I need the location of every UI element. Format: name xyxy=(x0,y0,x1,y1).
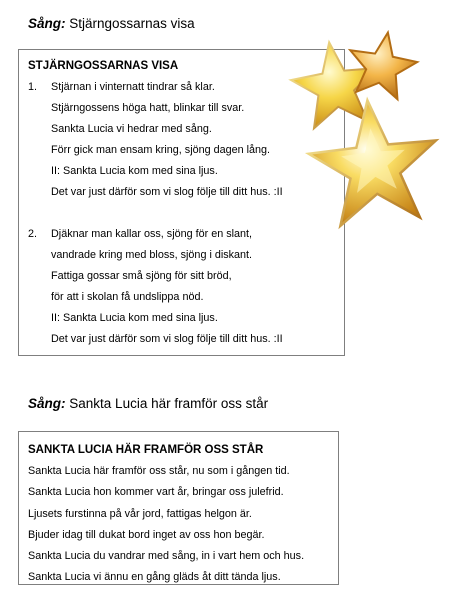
lyric-line: Stjärnan i vinternatt tindrar så klar. xyxy=(51,81,215,93)
song-heading-title: Sankta Lucia här framför oss står xyxy=(69,396,269,411)
lyric-line: Sankta Lucia vi hedrar med sång. xyxy=(51,123,212,135)
lyric-line: Fattiga gossar små sjöng för sitt bröd, xyxy=(51,270,232,282)
verse-number: 1. xyxy=(28,81,38,93)
lyric-line: Stjärngossens höga hatt, blinkar till svar. xyxy=(51,102,245,114)
lyric-line: Ljusets furstinna på vår jord, fattigas helgon är. xyxy=(28,508,252,520)
song-heading xyxy=(28,396,268,411)
lyric-line: Sankta Lucia vi ännu en gång gläds åt ditt tända ljus. xyxy=(28,571,281,583)
lyric-line: Sankta Lucia hon kommer vart år, bringar oss julefrid. xyxy=(28,486,284,498)
verse-number: 2. xyxy=(28,228,38,240)
lyric-line: Sankta Lucia här framför oss står, nu som i gången tid. xyxy=(28,465,290,477)
gold-stars-icon xyxy=(286,28,450,246)
lyric-line: vandrade kring med bloss, sjöng i diskant. xyxy=(51,249,253,261)
lyric-line: II: Sankta Lucia kom med sina ljus. xyxy=(51,312,218,324)
lyric-line: Det var just därför som vi slog följe till ditt hus. :II xyxy=(51,186,283,198)
lyric-line: Förr gick man ensam kring, sjöng dagen lång. xyxy=(51,144,271,156)
lyric-line: Sankta Lucia du vandrar med sång, in i vart hem och hus. xyxy=(28,550,305,562)
song-heading xyxy=(28,16,195,31)
lyric-line: II: Sankta Lucia kom med sina ljus. xyxy=(51,165,218,177)
lyrics-title: SANKTA LUCIA HÄR FRAMFÖR OSS STÅR xyxy=(28,444,264,456)
song-heading-title: Stjärngossarnas visa xyxy=(69,16,195,31)
lyric-line: Bjuder idag till dukat bord inget av oss hon begär. xyxy=(28,529,265,541)
lyric-line: Det var just därför som vi slog följe till ditt hus. :II xyxy=(51,333,283,345)
lyrics-title: STJÄRNGOSSARNAS VISA xyxy=(28,60,179,72)
lyric-line: Djäknar man kallar oss, sjöng för en slant, xyxy=(51,228,253,240)
song-heading-label: Sång: xyxy=(28,396,66,411)
song-heading-label: Sång: xyxy=(28,16,66,31)
lyrics-box xyxy=(18,431,339,585)
lyric-line: för att i skolan få undslippa nöd. xyxy=(51,291,204,303)
